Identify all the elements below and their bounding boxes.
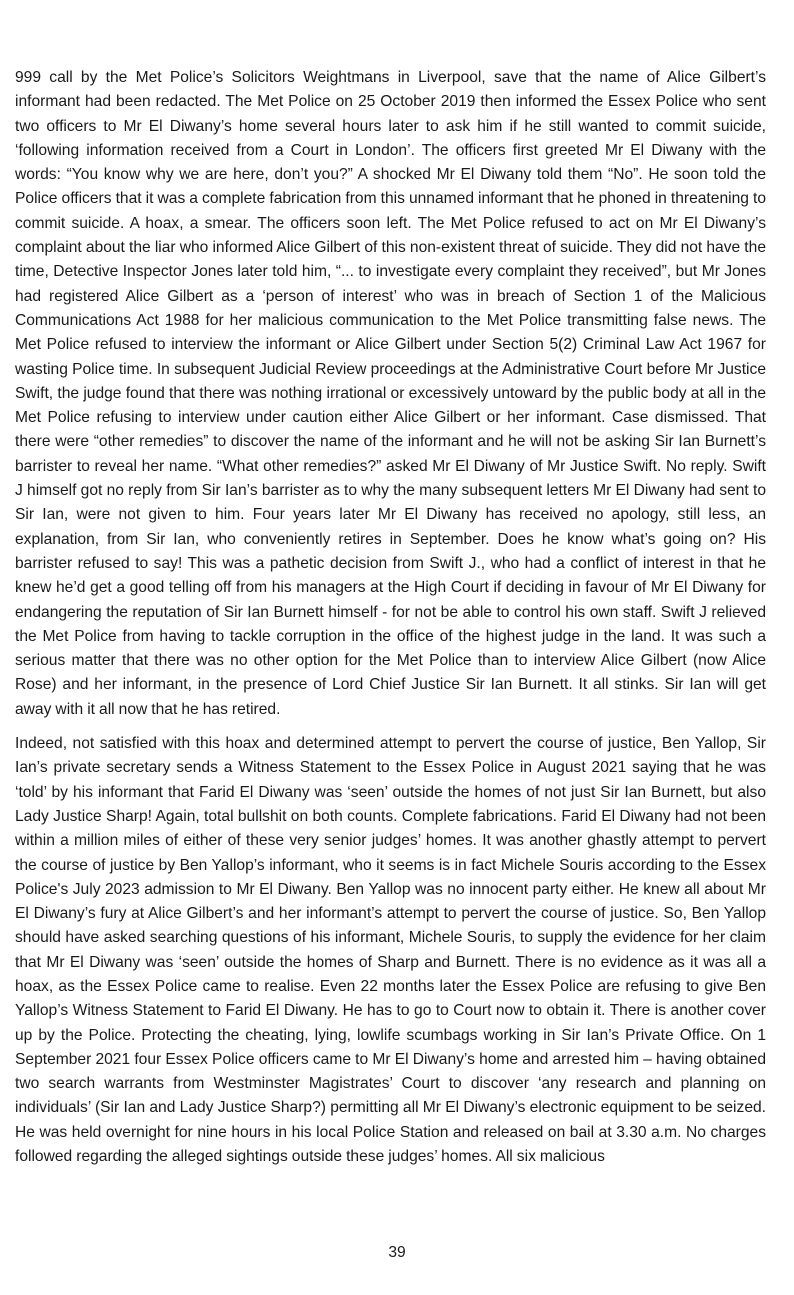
document-page	[15, 66, 766, 1169]
body-paragraph: 999 call by the Met Police’s Solicitors Weightmans in Liverpool, save that the name of Alice Gilbert’s informant had been redacted. The Met Police on 25 October 2019 then informed the Essex Police who sent two officers to Mr El Diwany’s home several hours later to ask him if he still wanted to commit suicide, ‘following information received from a Court in London’. The officers first greeted Mr El Diwany with the words: “You know why we are here, don’t you?” A shocked Mr El Diwany told them “No”. He soon told the Police officers that it was a complete fabrication from this unnamed informant that he phoned in threatening to commit suicide. A hoax, a smear. The officers soon left. The Met Police refused to act on Mr El Diwany’s complaint about the liar who informed Alice Gilbert of this non-existent threat of suicide. They did not have the time, Detective Inspector Jones later told him, “... to investigate every complaint they received”, but Mr Jones had registered Alice Gilbert as a ‘person of interest’ who was in breach of Section 1 of the Malicious Communications Act 1988 for her malicious communication to the Met Police transmitting false news. The Met Police refused to interview the informant or Alice Gilbert under Section 5(2) Criminal Law Act 1967 for wasting Police time. In subsequent Judicial Review proceedings at the Administrative Court before Mr Justice Swift, the judge found that there was nothing irrational or excessively untoward by the public body at all in the Met Police refusing to interview under caution either Alice Gilbert or her informant. Case dismissed. That there were “other remedies” to discover the name of the informant and he will not be asking Sir Ian Burnett’s barrister to reveal her name. “What other remedies?” asked Mr El Diwany of Mr Justice Swift. No reply. Swift J himself got no reply from Sir Ian’s barrister as to why the many subsequent letters Mr El Diwany had sent to Sir Ian, were not given to him. Four years later Mr El Diwany has received no apology, still less, an explanation, from Sir Ian, who conveniently retires in September. Does he know what’s going on? His barrister refused to say! This was a pathetic decision from Swift J., who had a conflict of interest in that he knew he’d get a good telling off from his managers at the High Court if deciding in favour of Mr El Diwany for endangering the reputation of Sir Ian Burnett himself - for not be able to control his own staff. Swift J relieved the Met Police from having to tackle corruption in the office of the highest judge in the land. It was such a serious matter that there was no other option for the Met Police than to interview Alice Gilbert (now Alice Rose) and her informant, in the presence of Lord Chief Justice Sir Ian Burnett. It all stinks. Sir Ian will get away with it all now that he has retired.	[15, 69, 766, 718]
body-paragraph: Indeed, not satisfied with this hoax and determined attempt to pervert the course of justice, Ben Yallop, Sir Ian’s private secretary sends a Witness Statement to the Essex Police in August 2021 saying that he was ‘told’ by his informant that Farid El Diwany was ‘seen’ outside the homes of not just Sir Ian Burnett, but also Lady Justice Sharp! Again, total bullshit on both counts. Complete fabrications. Farid El Diwany had not been within a million miles of either of these very senior judges’ homes. It was another ghastly attempt to pervert the course of justice by Ben Yallop’s informant, who it seems is in fact Michele Souris according to the Essex Police's July 2023 admission to Mr El Diwany. Ben Yallop was no innocent party either. He knew all about Mr El Diwany’s fury at Alice Gilbert’s and her informant’s attempt to pervert the course of justice. So, Ben Yallop should have asked searching questions of his informant, Michele Souris, to supply the evidence for her claim that Mr El Diwany was ‘seen’ outside the homes of Sharp and Burnett. There is no evidence as it was all a hoax, as the Essex Police came to realise. Even 22 months later the Essex Police are refusing to give Ben Yallop’s Witness Statement to Farid El Diwany. He has to go to Court now to obtain it. There is another cover up by the Police. Protecting the cheating, lying, lowlife scumbags working in Sir Ian’s Private Office. On 1 September 2021 four Essex Police officers came to Mr El Diwany’s home and arrested him – having obtained two search warrants from Westminster Magistrates’ Court to discover ‘any research and planning on individuals’ (Sir Ian and Lady Justice Sharp?) permitting all Mr El Diwany’s electronic equipment to be seized. He was held overnight for nine hours in his local Police Station and released on bail at 3.30 a.m. No charges followed regarding the alleged sightings outside these judges’ homes. All six malicious	[15, 735, 766, 1166]
page-number: 39	[388, 1244, 406, 1261]
